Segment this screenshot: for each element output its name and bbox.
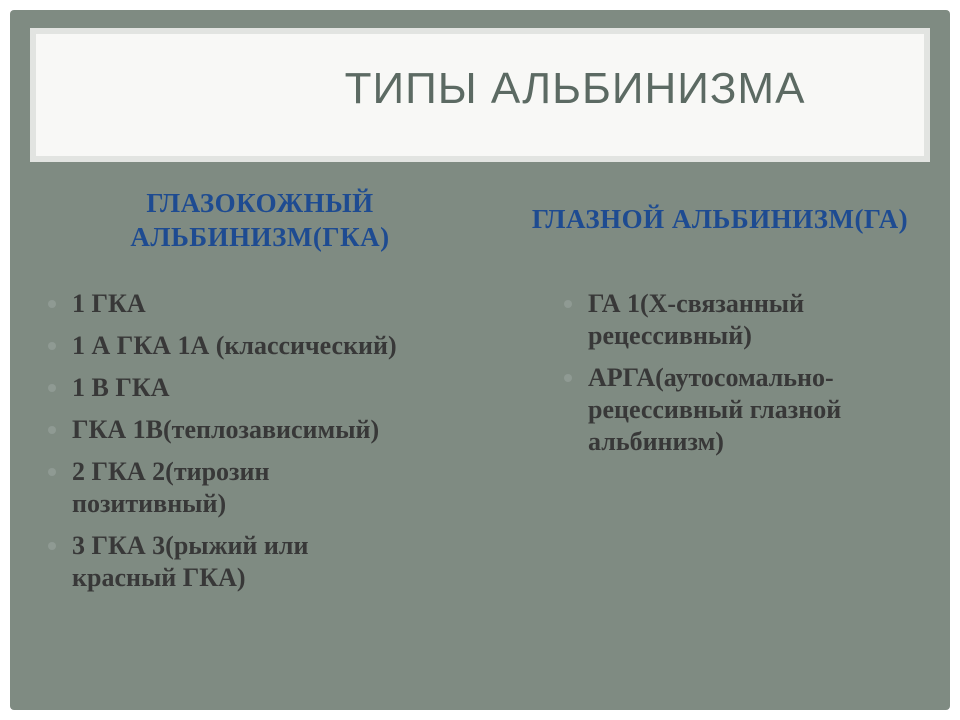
list-item bbox=[48, 372, 488, 404]
list-item-text: АРГА(аутосомально-рецессивный глазной альбинизм) bbox=[588, 363, 842, 456]
bullet-dot-icon bbox=[564, 300, 572, 308]
list-item-text: 1 ГКА bbox=[72, 289, 146, 318]
slide bbox=[10, 10, 950, 710]
list-item-text: 3 ГКА 3(рыжий или красный ГКА) bbox=[72, 531, 309, 592]
right-bullet-list bbox=[564, 288, 924, 468]
title-box bbox=[30, 28, 930, 162]
slide-title: ТИПЫ АЛЬБИНИЗМА bbox=[344, 64, 806, 113]
list-item-text: ГКА 1В(теплозависимый) bbox=[72, 415, 380, 444]
bullet-dot-icon bbox=[48, 384, 56, 392]
list-item bbox=[564, 362, 908, 458]
list-item bbox=[564, 288, 888, 352]
bullet-dot-icon bbox=[48, 468, 56, 476]
bullet-dot-icon bbox=[564, 374, 572, 382]
bullet-dot-icon bbox=[48, 426, 56, 434]
bullet-dot-icon bbox=[48, 300, 56, 308]
list-item-text: 2 ГКА 2(тирозин позитивный) bbox=[72, 457, 270, 518]
bullet-dot-icon bbox=[48, 542, 56, 550]
right-column-heading: ГЛАЗНОЙ АЛЬБИНИЗМ(ГА) bbox=[531, 204, 909, 234]
list-item bbox=[48, 456, 402, 520]
list-item bbox=[48, 414, 488, 446]
list-item-text: 1 А ГКА 1А (классический) bbox=[72, 331, 397, 360]
left-heading-line2: АЛЬБИНИЗМ(ГКА) bbox=[130, 222, 390, 252]
list-item bbox=[48, 288, 488, 320]
left-column-heading bbox=[70, 186, 450, 254]
bullet-dot-icon bbox=[48, 342, 56, 350]
list-item bbox=[48, 530, 412, 594]
left-bullet-list bbox=[48, 288, 488, 604]
list-item bbox=[48, 330, 488, 362]
left-heading-line1: ГЛАЗОКОЖНЫЙ bbox=[146, 188, 374, 218]
list-item-text: 1 В ГКА bbox=[72, 373, 170, 402]
list-item-text: ГА 1(Х-связанный рецессивный) bbox=[588, 289, 805, 350]
